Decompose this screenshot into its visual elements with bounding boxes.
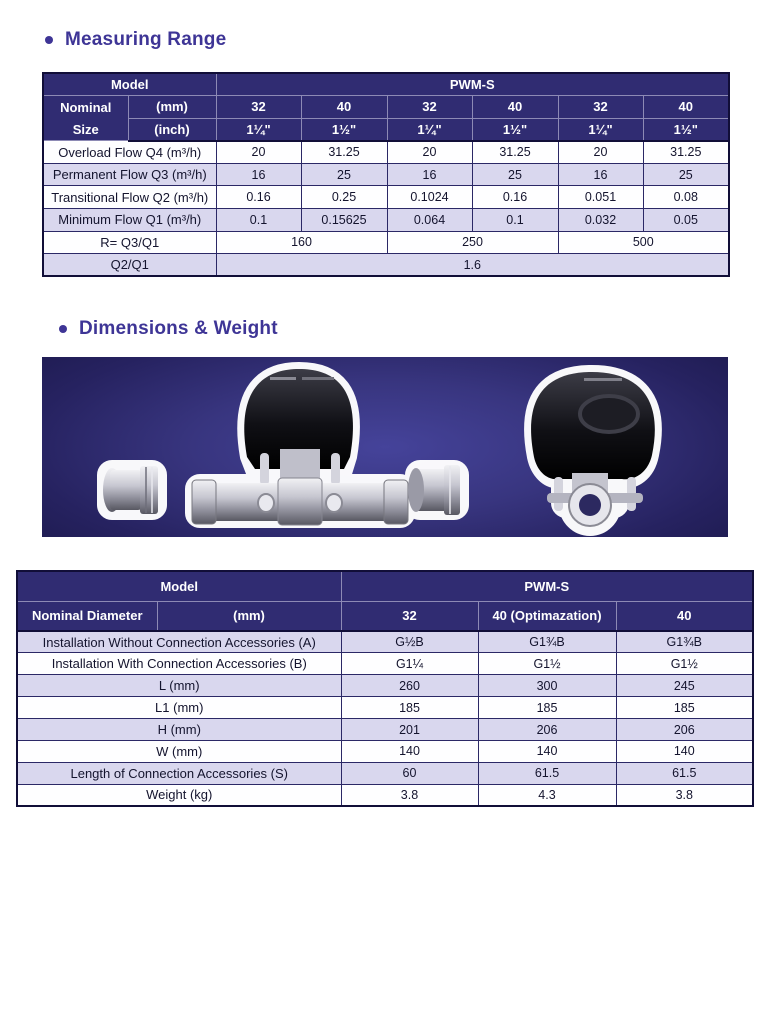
value-cell: 185 [478,697,616,719]
row-label: L (mm) [17,675,341,697]
dimensions-weight-title [59,318,278,340]
table-row [17,571,753,601]
water-meter-side [531,372,655,526]
value-cell: 20 [216,141,301,164]
bullet-icon [45,36,53,44]
value-cell: 0.064 [387,209,472,232]
value-cell: 500 [558,231,729,254]
value-cell: 0.051 [558,186,643,209]
value-cell: G1½ [616,653,753,675]
value-cell: 140 [478,740,616,762]
value-cell: 3.8 [616,784,753,806]
header-cell: 32 [341,601,478,631]
dimensions-weight-table [16,570,754,807]
row-label: R= Q3/Q1 [43,231,216,254]
row-label: Q2/Q1 [43,254,216,277]
value-cell: 250 [387,231,558,254]
table-row [17,784,753,806]
header-cell-model: Model [43,73,216,96]
value-cell: 0.1024 [387,186,472,209]
header-cell-inch: (inch) [128,118,216,141]
table-row [17,675,753,697]
value-cell: G1¼ [341,653,478,675]
value-cell: 4.3 [478,784,616,806]
measuring-range-title [45,29,226,51]
header-cell: 40 [616,601,753,631]
value-cell: 3.8 [341,784,478,806]
table-row [17,719,753,741]
row-label: L1 (mm) [17,697,341,719]
value-cell: 0.25 [301,186,387,209]
value-cell: 206 [616,719,753,741]
header-cell-mm: (mm) [128,96,216,119]
table-row [17,762,753,784]
value-cell: 20 [387,141,472,164]
value-cell: 61.5 [616,762,753,784]
table-row [43,96,729,119]
value-cell: 0.16 [216,186,301,209]
header-cell: 40 [643,96,729,119]
header-cell: 1¼" [216,118,301,141]
value-cell: 201 [341,719,478,741]
value-cell: G½B [341,631,478,653]
value-cell: 31.25 [643,141,729,164]
row-label: Transitional Flow Q2 (m³/h) [43,186,216,209]
row-label: Weight (kg) [17,784,341,806]
row-label: Installation Without Connection Accessories (A) [17,631,341,653]
section-title-text: Measuring Range [65,29,227,50]
row-label: Length of Connection Accessories (S) [17,762,341,784]
header-text: Nominal [60,99,112,115]
value-cell: 16 [387,163,472,186]
header-cell: 1½" [301,118,387,141]
value-cell: 0.1 [472,209,558,232]
value-cell: 25 [301,163,387,186]
header-cell: 40 (Optimazation) [478,601,616,631]
section-title-text: Dimensions & Weight [79,318,278,339]
header-cell: 40 [472,96,558,119]
header-text: Size [72,121,99,137]
value-cell: 31.25 [472,141,558,164]
coupling-fitting-left [103,466,158,514]
header-cell: 1½" [643,118,729,141]
header-cell-nominal-diameter: Nominal Diameter [17,601,157,631]
value-cell: 61.5 [478,762,616,784]
table-row [17,601,753,631]
coupling-fitting-middle [408,465,460,515]
table-row [43,141,729,164]
row-label: Installation With Connection Accessories (B) [17,653,341,675]
value-cell: 185 [341,697,478,719]
value-cell: 25 [472,163,558,186]
table-row [43,254,729,277]
value-cell: G1½ [478,653,616,675]
value-cell: 1.6 [216,254,729,277]
header-cell-product: PWM-S [341,571,753,601]
table-row [17,697,753,719]
value-cell: 160 [216,231,387,254]
value-cell: 140 [616,740,753,762]
row-label: Permanent Flow Q3 (m³/h) [43,163,216,186]
table-row [43,231,729,254]
header-cell: 40 [301,96,387,119]
value-cell: 300 [478,675,616,697]
value-cell: G1¾B [616,631,753,653]
product-image [42,357,728,537]
header-cell-mm: (mm) [157,601,341,631]
measuring-range-table [42,72,730,277]
header-cell-nominal-size [43,96,128,141]
header-cell: 32 [387,96,472,119]
table-row [43,209,729,232]
value-cell: 185 [616,697,753,719]
header-cell: 1¼" [558,118,643,141]
value-cell: 0.032 [558,209,643,232]
table-row [17,740,753,762]
bullet-icon [59,325,67,333]
value-cell: 16 [216,163,301,186]
table-row [17,631,753,653]
value-cell: 245 [616,675,753,697]
table-row [17,653,753,675]
value-cell: 0.05 [643,209,729,232]
header-cell: 1½" [472,118,558,141]
water-meter-illustration [42,357,728,537]
row-label: W (mm) [17,740,341,762]
table-row [43,118,729,141]
header-cell-product: PWM-S [216,73,729,96]
value-cell: 140 [341,740,478,762]
table-row [43,73,729,96]
header-cell: 1¼" [387,118,472,141]
header-cell: 32 [558,96,643,119]
value-cell: 0.1 [216,209,301,232]
value-cell: G1¾B [478,631,616,653]
table-row [43,163,729,186]
row-label: Overload Flow Q4 (m³/h) [43,141,216,164]
table-row [43,186,729,209]
value-cell: 31.25 [301,141,387,164]
value-cell: 25 [643,163,729,186]
value-cell: 206 [478,719,616,741]
value-cell: 60 [341,762,478,784]
water-meter-front [192,369,408,525]
header-cell: 32 [216,96,301,119]
row-label: H (mm) [17,719,341,741]
value-cell: 16 [558,163,643,186]
value-cell: 20 [558,141,643,164]
row-label: Minimum Flow Q1 (m³/h) [43,209,216,232]
value-cell: 0.15625 [301,209,387,232]
header-cell-model: Model [17,571,341,601]
value-cell: 260 [341,675,478,697]
value-cell: 0.16 [472,186,558,209]
value-cell: 0.08 [643,186,729,209]
